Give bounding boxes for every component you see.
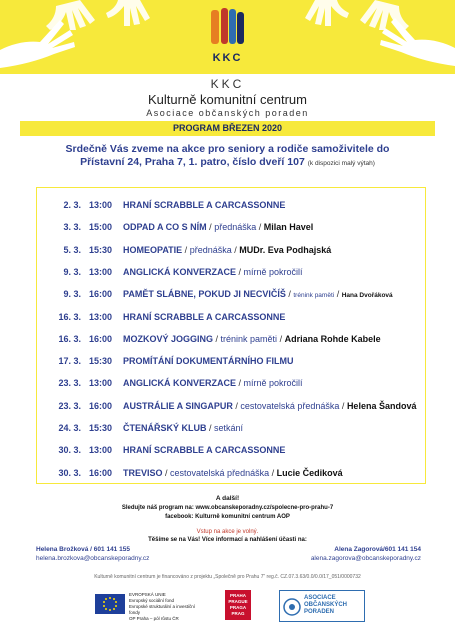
contact-left-email[interactable]: helena.brozkova@obcanskeporadny.cz xyxy=(36,555,150,562)
event-name: HOMEOPATIE xyxy=(123,244,183,255)
event-time: 13:00 xyxy=(89,445,113,456)
kkc-logo xyxy=(205,6,250,72)
event-row xyxy=(37,417,427,439)
event-date: 23. 3. xyxy=(58,400,81,411)
event-time: 15:00 xyxy=(89,222,113,233)
event-row xyxy=(37,239,427,261)
event-description xyxy=(123,395,416,417)
separator: / xyxy=(334,289,342,300)
header-banner xyxy=(0,0,455,74)
event-row xyxy=(37,350,427,372)
invite-line-1: Srdečně Vás zveme na akce pro seniory a rodiče samoživitele do xyxy=(65,143,390,155)
footer-a-dalsi: A další! xyxy=(215,495,240,502)
eu-line-4: OP Praha – pól růstu ČR xyxy=(129,616,179,621)
footer-facebook: facebook: Kulturně komunitní centrum AOP xyxy=(165,514,290,520)
event-date: 23. 3. xyxy=(58,378,81,389)
event-row xyxy=(37,216,427,238)
event-speaker: MUDr. Eva Podhajská xyxy=(239,244,332,255)
event-description xyxy=(123,462,343,484)
event-name: PROMÍTÁNÍ DOKUMENTÁRNÍHO FILMU xyxy=(123,356,294,367)
event-speaker: Adriana Rohde Kabele xyxy=(284,333,381,344)
event-description xyxy=(123,417,243,439)
kkc-label: KKC xyxy=(210,77,245,91)
praha-logo xyxy=(225,590,251,620)
event-name: HRANÍ SCRABBLE A CARCASSONNE xyxy=(123,200,286,210)
event-description xyxy=(123,439,285,461)
event-date: 3. 3. xyxy=(63,222,81,233)
page-title: Kulturně komunitní centrum xyxy=(148,92,307,107)
event-description xyxy=(123,194,285,216)
contact-right-name: Alena Zagorová/601 141 154 xyxy=(334,546,421,553)
separator: / xyxy=(231,244,240,255)
event-description xyxy=(123,306,285,328)
eu-line-2: Evropský sociální fond xyxy=(129,598,175,603)
separator: / xyxy=(339,400,347,411)
praha-line-1: PRAHA xyxy=(229,593,246,598)
event-detail: přednáška xyxy=(214,222,257,233)
event-time: 15:30 xyxy=(89,423,113,433)
event-name: ANGLICKÁ KONVERZACE xyxy=(123,378,237,389)
event-row xyxy=(37,462,427,484)
event-row xyxy=(37,372,427,394)
event-detail: přednáška xyxy=(189,244,232,255)
event-row xyxy=(37,261,427,283)
event-date: 9. 3. xyxy=(63,266,81,277)
separator: / xyxy=(206,423,215,433)
event-row xyxy=(37,194,427,216)
eu-line-1: EVROPSKÁ UNIE xyxy=(129,592,166,597)
event-speaker: Lucie Čediková xyxy=(276,467,343,478)
event-date: 24. 3. xyxy=(58,423,81,433)
logo-letters: KKC xyxy=(212,52,243,64)
separator: / xyxy=(213,333,221,344)
event-time: 13:00 xyxy=(89,200,113,210)
aop-line-3: PORADEN xyxy=(304,609,335,615)
event-date: 30. 3. xyxy=(58,467,81,478)
event-name: AUSTRÁLIE A SINGAPUR xyxy=(123,400,233,411)
aop-text xyxy=(304,595,347,616)
separator: / xyxy=(232,400,241,411)
event-row xyxy=(37,328,427,350)
event-time: 13:00 xyxy=(89,378,113,389)
event-date: 5. 3. xyxy=(63,244,81,255)
separator: / xyxy=(236,378,244,389)
event-row xyxy=(37,395,427,417)
aop-line-2: OBČANSKÝCH xyxy=(304,602,348,608)
contact-right-email[interactable]: alena.zagorova@obcanskeporadny.cz xyxy=(310,555,421,562)
separator: / xyxy=(162,467,171,478)
funding-note: Kulturně komunitní centrum je financováno z projektu „Společně pro Prahu 7“ reg.č. CZ.07.3.63/0.0/0.0/17_051/0000732 xyxy=(94,574,361,580)
event-name: ANGLICKÁ KONVERZACE xyxy=(123,266,237,277)
event-time: 15:30 xyxy=(89,244,113,255)
praha-line-3: PRAGA xyxy=(229,605,247,610)
event-description xyxy=(123,372,303,394)
eu-flag-icon xyxy=(95,594,125,614)
event-speaker: Helena Šandová xyxy=(346,400,417,411)
event-row xyxy=(37,306,427,328)
event-description xyxy=(123,216,313,238)
event-row xyxy=(37,439,427,461)
event-detail: setkání xyxy=(214,423,244,433)
footer-free-entry: Vstup na akce je volný. xyxy=(196,529,259,535)
program-list xyxy=(36,187,426,484)
event-detail: mírně pokročilí xyxy=(243,266,303,277)
event-description xyxy=(123,328,381,350)
aop-emblem-icon xyxy=(282,592,302,622)
page-subtitle: Asociace občanských poraden xyxy=(146,108,309,118)
event-time: 13:00 xyxy=(89,311,113,322)
eu-line-3: Evropské strukturální a investiční fondy xyxy=(129,604,196,615)
separator: / xyxy=(269,467,277,478)
event-detail: mírně pokročilí xyxy=(243,378,303,389)
event-detail: trénink paměti xyxy=(220,333,278,344)
event-time: 13:00 xyxy=(89,266,113,277)
separator: / xyxy=(236,266,244,277)
event-date: 17. 3. xyxy=(58,356,81,367)
event-detail: cestovatelská přednáška xyxy=(240,400,340,411)
program-banner: PROGRAM BŘEZEN 2020 xyxy=(20,121,435,136)
separator: / xyxy=(277,333,285,344)
contact-left-name: Helena Brožková / 601 141 155 xyxy=(36,546,130,553)
event-name: PAMĚT SLÁBNE, POKUD JI NECVIČÍŠ xyxy=(123,289,286,300)
praha-line-4: PRAG xyxy=(231,611,245,616)
separator: / xyxy=(285,289,294,300)
elevator-note: (k dispozici malý výtah) xyxy=(307,160,375,167)
event-speaker: Hana Dvořáková xyxy=(341,292,393,300)
aop-line-1: ASOCIACE xyxy=(304,595,336,601)
event-date: 16. 3. xyxy=(58,333,81,344)
event-detail: trénink paměti xyxy=(293,292,335,300)
event-description xyxy=(123,239,331,261)
event-time: 16:00 xyxy=(89,333,113,344)
event-description xyxy=(123,350,294,372)
event-name: ODPAD A CO S NÍM xyxy=(123,222,207,233)
event-detail: cestovatelská přednáška xyxy=(170,467,270,478)
event-time: 16:00 xyxy=(89,467,113,478)
separator: / xyxy=(256,222,264,233)
event-description xyxy=(123,283,393,307)
event-time: 16:00 xyxy=(89,400,113,411)
separator: / xyxy=(182,244,190,255)
sponsor-logos xyxy=(95,590,375,626)
separator: / xyxy=(206,222,215,233)
event-row xyxy=(37,283,427,305)
address: Přístavní 24, Praha 7, 1. patro, číslo dveří 107 xyxy=(80,156,305,168)
event-date: 30. 3. xyxy=(58,445,81,456)
event-description xyxy=(123,261,303,283)
event-time: 15:30 xyxy=(89,356,113,367)
footer-info: Těšíme se na Vás! Více informací a nahlášení účasti na: xyxy=(148,537,307,543)
event-name: MOZKOVÝ JOGGING xyxy=(123,333,214,344)
aop-logo xyxy=(279,590,365,622)
event-name: HRANÍ SCRABBLE A CARCASSONNE xyxy=(123,445,286,456)
invite-line-2 xyxy=(0,156,455,168)
contact-left xyxy=(36,546,149,562)
event-name: ČTENÁŘSKÝ KLUB xyxy=(123,423,207,433)
event-name: HRANÍ SCRABBLE A CARCASSONNE xyxy=(123,311,286,322)
logo-hands-icon xyxy=(205,6,250,50)
event-date: 16. 3. xyxy=(58,311,81,322)
footer-web: Sledujte náš program na: www.obcanskeporadny.cz/spolecne-pro-prahu-7 xyxy=(121,505,334,511)
event-date: 2. 3. xyxy=(63,200,81,210)
event-time: 16:00 xyxy=(89,289,113,300)
event-speaker: Milan Havel xyxy=(263,222,314,233)
event-date: 9. 3. xyxy=(63,289,81,300)
contact-right xyxy=(311,546,421,562)
eu-text xyxy=(129,592,199,622)
event-name: TREVISO xyxy=(123,467,163,478)
praha-line-2: PRAGUE xyxy=(228,599,248,604)
